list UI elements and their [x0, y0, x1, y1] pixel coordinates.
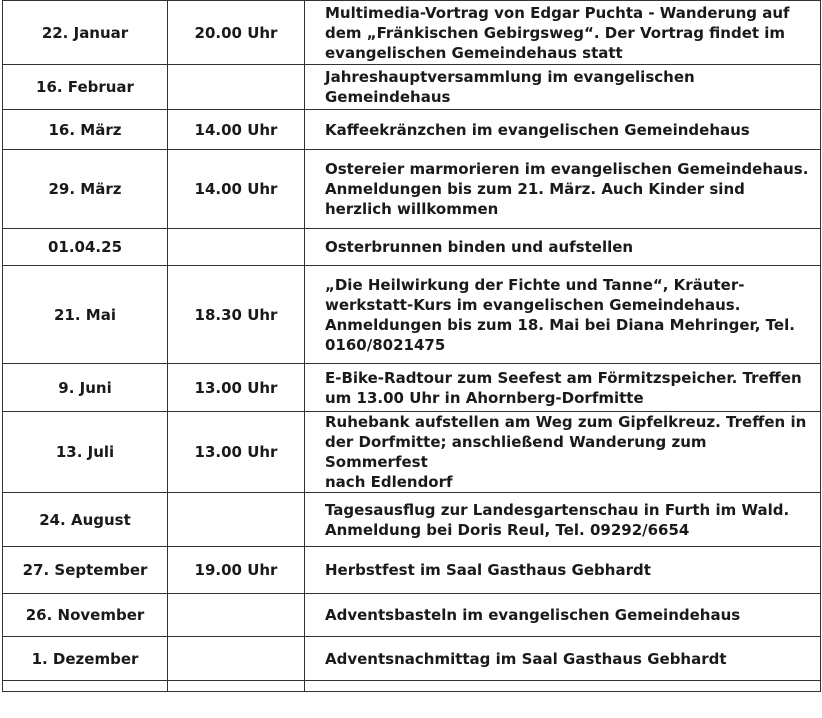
- event-description: [305, 547, 821, 594]
- event-description-line: Anmeldungen bis zum 18. Mai bei Diana Mehringer, Tel.: [325, 315, 795, 334]
- event-date: 24. August: [3, 493, 168, 547]
- event-date: 22. Januar: [3, 1, 168, 65]
- event-date: 29. März: [3, 150, 168, 229]
- event-description-line: evangelischen Gemeindehaus statt: [325, 43, 623, 62]
- event-date: 16. März: [3, 110, 168, 150]
- event-time: 13.00 Uhr: [168, 412, 305, 493]
- event-schedule-table: [2, 0, 821, 692]
- event-row: [3, 364, 821, 412]
- event-description-line: Adventsbasteln im evangelischen Gemeindehaus: [325, 606, 741, 624]
- event-description: [305, 1, 821, 65]
- event-description-line: Multimedia-Vortrag von Edgar Puchta - Wanderung auf: [325, 3, 790, 22]
- event-time: [168, 65, 305, 110]
- event-date: 9. Juni: [3, 364, 168, 412]
- event-time: [168, 229, 305, 266]
- event-time: [168, 637, 305, 681]
- event-row: [3, 110, 821, 150]
- event-description-line: werkstatt-Kurs im evangelischen Gemeindehaus.: [325, 295, 741, 314]
- event-row: [3, 681, 821, 692]
- event-description: [305, 266, 821, 364]
- event-description: [305, 150, 821, 229]
- event-time: [168, 594, 305, 637]
- event-time: 14.00 Uhr: [168, 110, 305, 150]
- event-time: 18.30 Uhr: [168, 266, 305, 364]
- event-description-line: Adventsnachmittag im Saal Gasthaus Gebhardt: [325, 649, 727, 668]
- event-description: [305, 65, 821, 110]
- event-description-line: Herbstfest im Saal Gasthaus Gebhardt: [325, 561, 651, 579]
- event-description-line: Osterbrunnen binden und aufstellen: [325, 238, 634, 256]
- event-description: [305, 493, 821, 547]
- event-time: [168, 493, 305, 547]
- event-description-line: nach Edlendorf: [325, 473, 453, 491]
- event-row: [3, 547, 821, 594]
- event-row: [3, 65, 821, 110]
- event-row: [3, 412, 821, 493]
- event-date: 1. Dezember: [3, 637, 168, 681]
- event-time: 14.00 Uhr: [168, 150, 305, 229]
- event-description: [305, 412, 821, 493]
- event-row: [3, 150, 821, 229]
- event-row: [3, 493, 821, 547]
- event-description-line: Kaffeekränzchen im evangelischen Gemeindehaus: [325, 120, 750, 139]
- event-description: [305, 364, 821, 412]
- event-date: 27. September: [3, 547, 168, 594]
- event-description: [305, 637, 821, 681]
- event-description: [305, 110, 821, 150]
- event-description-line: 0160/8021475: [325, 335, 446, 354]
- event-description-line: Ostereier marmorieren im evangelischen Gemeindehaus.: [325, 160, 809, 178]
- event-date: 13. Juli: [3, 412, 168, 493]
- event-description-line: Tagesausflug zur Landesgartenschau in Furth im Wald.: [325, 500, 790, 519]
- event-description-line: Anmeldungen bis zum 21. März. Auch Kinder sind: [325, 180, 745, 198]
- event-description: [305, 594, 821, 637]
- event-description-line: Ruhebank aufstellen am Weg zum Gipfelkreuz. Treffen in: [325, 413, 807, 431]
- event-description-line: E-Bike-Radtour zum Seefest am Förmitzspeicher. Treffen: [325, 368, 802, 387]
- event-description-line: Gemeindehaus: [325, 88, 451, 106]
- event-description: [305, 681, 821, 692]
- event-row: [3, 637, 821, 681]
- event-row: [3, 229, 821, 266]
- event-description-line: um 13.00 Uhr in Ahornberg-Dorfmitte: [325, 388, 644, 407]
- event-time: 19.00 Uhr: [168, 547, 305, 594]
- event-time: [168, 681, 305, 692]
- event-time: 13.00 Uhr: [168, 364, 305, 412]
- event-date: 21. Mai: [3, 266, 168, 364]
- event-date: [3, 681, 168, 692]
- event-date: 01.04.25: [3, 229, 168, 266]
- event-description: [305, 229, 821, 266]
- event-description-line: „Die Heilwirkung der Fichte und Tanne“, Kräuter-: [325, 275, 745, 294]
- event-date: 26. November: [3, 594, 168, 637]
- event-description-line: dem „Fränkischen Gebirgsweg“. Der Vortrag findet im: [325, 23, 786, 42]
- event-schedule-body: [3, 1, 821, 692]
- event-row: [3, 1, 821, 65]
- event-description-line: Anmeldung bei Doris Reul, Tel. 09292/6654: [325, 520, 690, 539]
- event-description-line: herzlich willkommen: [325, 200, 499, 218]
- event-row: [3, 266, 821, 364]
- event-date: 16. Februar: [3, 65, 168, 110]
- event-description-line: der Dorfmitte; anschließend Wanderung zum Sommerfest: [325, 433, 707, 471]
- event-time: 20.00 Uhr: [168, 1, 305, 65]
- event-row: [3, 594, 821, 637]
- event-description-line: Jahreshauptversammlung im evangelischen: [325, 68, 695, 86]
